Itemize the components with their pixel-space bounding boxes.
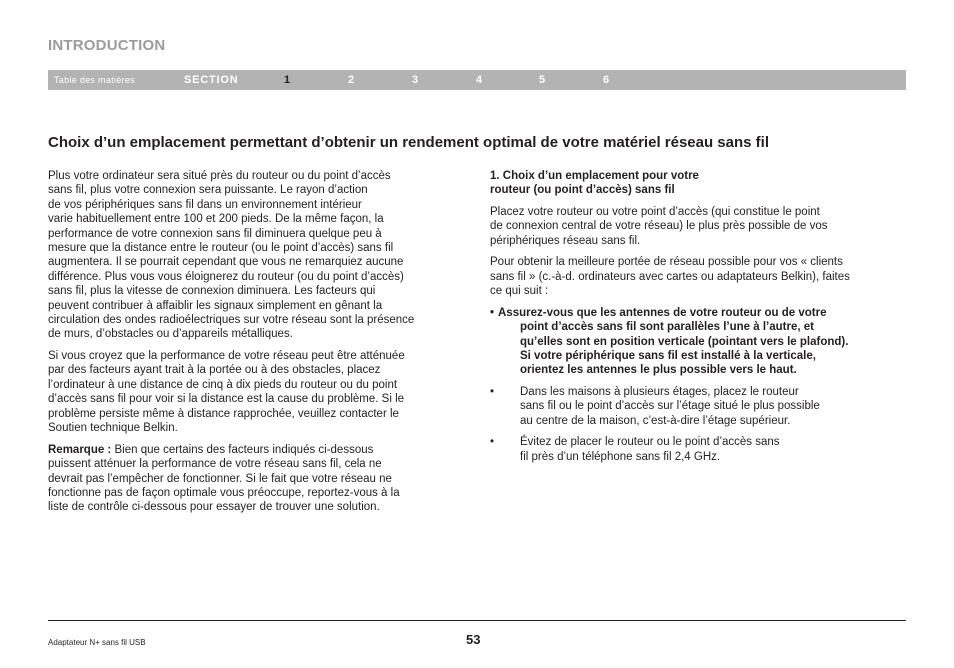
right-column bbox=[490, 169, 906, 471]
text-line: ce qui suit : bbox=[490, 285, 549, 298]
text-line: sans fil, plus la vitesse de connexion diminuera. Les facteurs qui bbox=[48, 285, 376, 298]
nav-section-6-link[interactable]: 6 bbox=[602, 74, 610, 86]
nav-table-of-contents-link[interactable]: Table des matières bbox=[54, 75, 135, 85]
text-line: périphériques réseau sans fil. bbox=[490, 234, 641, 247]
text-line: de vos périphériques sans fil dans un environnement intérieur bbox=[48, 198, 362, 211]
nav-section-label: SECTION bbox=[184, 74, 239, 86]
page-heading: Choix d’un emplacement permettant d’obtenir un rendement optimal de votre matériel réseau sans fil bbox=[48, 134, 769, 151]
placement-paragraph bbox=[490, 205, 906, 248]
note-text: Bien que certains des facteurs indiqués ci-dessous bbox=[111, 443, 374, 456]
text-line: Si vous croyez que la performance de votre réseau peut être atténuée bbox=[48, 350, 405, 363]
nav-section-5-link[interactable]: 5 bbox=[538, 74, 546, 86]
text-line: Si votre périphérique sans fil est installé à la verticale, bbox=[520, 350, 816, 363]
text-line: performance de votre connexion sans fil diminuera quelque peu à bbox=[48, 227, 382, 240]
note-label: Remarque : bbox=[48, 443, 112, 456]
footer-divider bbox=[48, 620, 906, 621]
text-line: circulation des ondes radioélectriques sur votre réseau sont la présence bbox=[48, 314, 415, 327]
nav-section-1-link[interactable]: 1 bbox=[283, 74, 291, 86]
sub-heading bbox=[490, 169, 906, 198]
bullet-mark: • bbox=[490, 436, 495, 449]
text-line: varie habituellement entre 100 et 200 pieds. De la même façon, la bbox=[48, 213, 384, 226]
text-line: qu’elles sont en position verticale (pointant vers le plafond). bbox=[520, 335, 849, 348]
text-line: par des facteurs ayant trait à la portée ou à des obstacles, placez bbox=[48, 364, 381, 377]
note-paragraph bbox=[48, 443, 462, 515]
text-line: différence. Plus vous vous éloignerez du routeur (ou du point d’accès) bbox=[48, 270, 404, 283]
text-line: fonctionne pas de façon optimale vous préoccupe, reportez-vous à la bbox=[48, 486, 400, 499]
text-line: d’accès sans fil pour voir si la distance est la cause du problème. Si le bbox=[48, 393, 405, 406]
text-line: Soutien technique Belkin. bbox=[48, 422, 178, 435]
footer-product-name: Adaptateur N+ sans fil USB bbox=[48, 638, 146, 647]
text-line: Assurez-vous que les antennes de votre routeur ou de votre bbox=[498, 306, 827, 319]
text-line: Placez votre routeur ou votre point d’accès (qui constitue le point bbox=[490, 206, 820, 218]
text-line: routeur (ou point d’accès) sans fil bbox=[490, 184, 675, 197]
text-line: mesure que la distance entre le routeur (ou le point d’accès) sans fil bbox=[48, 242, 394, 255]
text-line: Évitez de placer le routeur ou le point d’accès sans bbox=[520, 436, 780, 449]
text-line: Pour obtenir la meilleure portée de réseau possible pour vos « clients bbox=[490, 256, 843, 269]
text-line: puissent atténuer la performance de votre réseau sans fil, cela ne bbox=[48, 458, 382, 471]
text-line: orientez les antennes le plus possible vers le haut. bbox=[520, 364, 797, 377]
text-line: au centre de la maison, c’est-à-dire l’étage supérieur. bbox=[520, 414, 791, 427]
text-line: sans fil, plus votre connexion sera puissante. Le rayon d’action bbox=[48, 184, 368, 197]
text-line: de murs, d’obstacles ou d’appareils métalliques. bbox=[48, 328, 293, 341]
text-line: peuvent contribuer à affaiblir les signaux simplement en gênant la bbox=[48, 299, 383, 312]
bullet-item-phone bbox=[490, 435, 906, 464]
page-number: 53 bbox=[466, 632, 481, 647]
bullet-mark: • bbox=[490, 306, 495, 319]
nav-section-4-link[interactable]: 4 bbox=[475, 74, 483, 86]
text-line bbox=[48, 443, 462, 457]
text-line: Plus votre ordinateur sera situé près du routeur ou du point d’accès bbox=[48, 170, 391, 182]
distance-test-paragraph bbox=[48, 349, 462, 435]
bullet-mark: • bbox=[490, 386, 495, 399]
text-line: Dans les maisons à plusieurs étages, placez le routeur bbox=[520, 386, 799, 399]
text-line: fil près d’un téléphone sans fil 2,4 GHz. bbox=[520, 450, 721, 463]
section-nav-bar bbox=[48, 70, 906, 90]
text-line: augmentera. Il se pourrait cependant que vous ne remarquiez aucune bbox=[48, 256, 404, 269]
range-paragraph bbox=[490, 255, 906, 298]
text-line: l’ordinateur à une distance de cinq à dix pieds du routeur ou du point bbox=[48, 378, 398, 391]
text-line: 1. Choix d’un emplacement pour votre bbox=[490, 170, 699, 182]
text-line: sans fil ou le point d’accès sur l’étage situé le plus possible bbox=[520, 400, 820, 413]
bullet-item-floors bbox=[490, 385, 906, 428]
intro-paragraph bbox=[48, 169, 462, 342]
nav-section-2-link[interactable]: 2 bbox=[347, 74, 355, 86]
text-line: de connexion central de votre réseau) le plus près possible de vos bbox=[490, 220, 828, 233]
text-line: devrait pas l’empêcher de fonctionner. Si le fait que votre réseau ne bbox=[48, 472, 392, 485]
section-title: INTRODUCTION bbox=[48, 37, 166, 54]
text-line: sans fil » (c.-à-d. ordinateurs avec cartes ou adaptateurs Belkin), faites bbox=[490, 270, 850, 283]
text-line: point d’accès sans fil sont parallèles l’une à l’autre, et bbox=[520, 321, 814, 334]
text-line: liste de contrôle ci-dessous pour essayer de trouver une solution. bbox=[48, 501, 380, 514]
text-line: problème persiste même à distance rapprochée, veuillez contacter le bbox=[48, 407, 399, 420]
bullet-item-antennas bbox=[490, 306, 906, 378]
left-column bbox=[48, 169, 462, 522]
nav-section-3-link[interactable]: 3 bbox=[411, 74, 419, 86]
